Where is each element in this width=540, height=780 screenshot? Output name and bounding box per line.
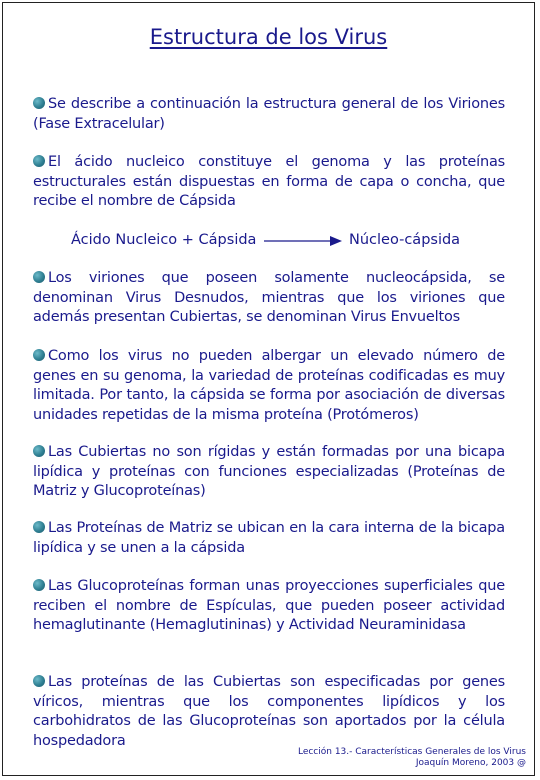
footer-line-1: Lección 13.- Características Generales de los Virus xyxy=(297,747,526,757)
paragraph-5 xyxy=(33,443,505,502)
paragraph-text: Las Glucoproteínas forman unas proyecciones superficiales que reciben el nombre de Espículas, que pueden poseer actividad hemaglutinante (Hemaglutininas) y Actividad Neuraminidasa xyxy=(33,578,505,633)
footer-line-2: Joaquín Moreno, 2003 @ xyxy=(415,758,526,768)
paragraph-text: Las Cubiertas no son rígidas y están formadas por una bicapa lipídica y proteínas con funciones especializadas (Proteínas de Matriz y Glucoproteínas) xyxy=(33,444,505,499)
paragraph-text: Las proteínas de las Cubiertas son especificadas por genes víricos, mientras que los componentes lipídicos y los carbohidratos de las Glucoproteínas son aportados por la célula hospedadora xyxy=(33,674,505,749)
arrow-right-icon xyxy=(264,235,344,247)
bullet-icon xyxy=(33,521,45,533)
equation-row xyxy=(71,232,471,252)
slide-page xyxy=(2,2,535,776)
footer-credit xyxy=(298,747,526,769)
paragraph-6 xyxy=(33,519,505,558)
paragraph-text: Los viriones que poseen solamente nucleocápsida, se denominan Virus Desnudos, mientras que los viriones que además presentan Cubiertas, se denominan Virus Envueltos xyxy=(33,270,505,325)
paragraph-3 xyxy=(33,269,505,328)
equation-right: Núcleo-cápsida xyxy=(349,232,461,248)
paragraph-text: Como los virus no pueden albergar un elevado número de genes en su genoma, la variedad de proteínas codificadas es muy limitada. Por tanto, la cápsida se forma por asociación de diversas unidades repetidas de la misma proteína (Protómeros) xyxy=(33,348,505,423)
bullet-icon xyxy=(33,349,45,361)
paragraph-text: Se describe a continuación la estructura general de los Viriones (Fase Extracelular) xyxy=(33,96,505,132)
paragraph-7 xyxy=(33,577,505,636)
paragraph-text: Las Proteínas de Matriz se ubican en la cara interna de la bicapa lipídica y se unen a la cápsida xyxy=(33,520,505,556)
page-title-text: Estructura de los Virus xyxy=(149,25,388,49)
equation-left: Ácido Nucleico + Cápsida xyxy=(71,232,257,248)
paragraph-text: El ácido nucleico constituye el genoma y las proteínas estructurales están dispuestas en forma de capa o concha, que recibe el nombre de Cápsida xyxy=(33,154,505,209)
bullet-icon xyxy=(33,271,45,283)
page-title xyxy=(3,25,534,49)
bullet-icon xyxy=(33,445,45,457)
paragraph-1 xyxy=(33,95,505,134)
bullet-icon xyxy=(33,97,45,109)
bullet-icon xyxy=(33,579,45,591)
bullet-icon xyxy=(33,155,45,167)
paragraph-2 xyxy=(33,153,505,212)
bullet-icon xyxy=(33,675,45,687)
paragraph-4 xyxy=(33,347,505,425)
paragraph-8 xyxy=(33,673,505,751)
